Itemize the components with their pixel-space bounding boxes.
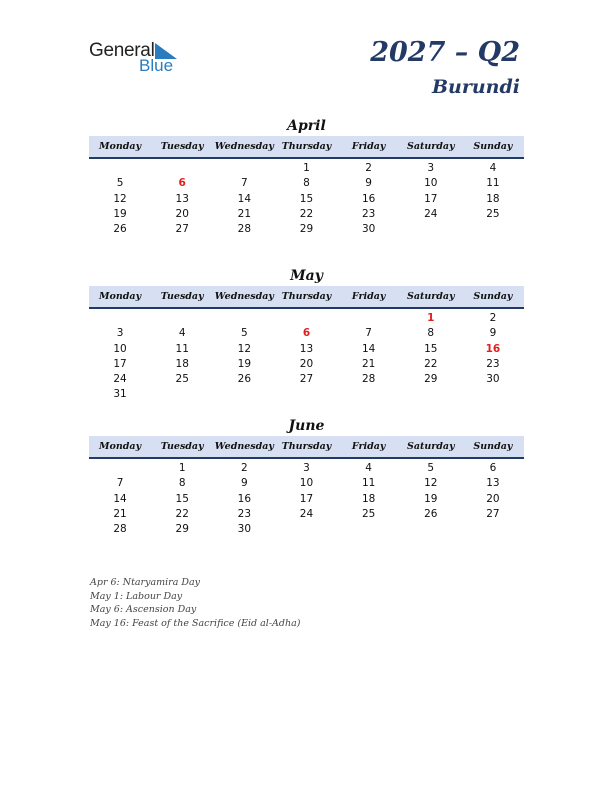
- day-cell: 4: [489, 162, 497, 174]
- weekday-label: Monday: [99, 141, 142, 152]
- month-grid: [89, 161, 524, 237]
- day-cell: 29: [175, 523, 189, 536]
- week-row: [89, 522, 524, 537]
- week-row: [89, 461, 524, 476]
- day-cell: 25: [175, 373, 189, 386]
- day-cell: 11: [486, 177, 500, 190]
- weekday-label: Thursday: [281, 441, 332, 452]
- week-row: [89, 507, 524, 522]
- day-cell: 30: [361, 223, 376, 236]
- day-cell: 15: [299, 192, 314, 205]
- weekday-label: Saturday: [406, 291, 455, 302]
- day-cell: 22: [424, 357, 438, 370]
- holiday-day-cell: 6: [302, 327, 311, 340]
- day-cell: 15: [175, 492, 189, 505]
- day-cell: [213, 387, 275, 402]
- day-cell: 2: [365, 162, 372, 174]
- day-cell: 22: [299, 207, 314, 220]
- day-cell: 28: [113, 523, 127, 536]
- day-cell: [462, 387, 524, 402]
- day-cell: 30: [237, 523, 252, 536]
- day-cell: 25: [486, 207, 500, 220]
- day-cell: 7: [365, 327, 372, 340]
- weekday-label: Wednesday: [214, 441, 274, 452]
- day-cell: 5: [241, 327, 248, 340]
- day-cell: 30: [486, 373, 500, 386]
- holiday-note: May 6: Ascension Day: [90, 604, 197, 616]
- day-cell: [338, 522, 400, 537]
- day-cell: 24: [113, 373, 127, 386]
- day-cell: 18: [361, 492, 376, 505]
- day-cell: 4: [178, 327, 186, 340]
- page-title: 2027 – Q2: [370, 37, 520, 68]
- day-cell: 29: [299, 223, 314, 236]
- day-cell: 1: [303, 162, 310, 174]
- day-cell: 9: [489, 327, 497, 340]
- day-cell: 21: [237, 207, 252, 220]
- day-cell: 13: [486, 477, 500, 490]
- day-cell: 24: [299, 507, 314, 520]
- day-cell: 28: [237, 223, 252, 236]
- day-cell: [400, 222, 462, 237]
- day-cell: [89, 461, 151, 476]
- day-cell: 24: [424, 207, 438, 220]
- day-cell: 21: [113, 507, 127, 520]
- month-grid: [89, 311, 524, 403]
- weekday-label: Wednesday: [214, 141, 274, 152]
- day-cell: 18: [486, 192, 500, 205]
- week-row: [89, 357, 524, 372]
- weekday-label: Saturday: [406, 141, 455, 152]
- day-cell: [213, 311, 275, 326]
- day-cell: 28: [361, 373, 376, 386]
- day-cell: 17: [424, 192, 438, 205]
- day-cell: 31: [113, 388, 127, 401]
- week-row: [89, 207, 524, 222]
- day-cell: 7: [241, 177, 248, 190]
- day-cell: 11: [361, 477, 376, 490]
- week-row: [89, 222, 524, 237]
- day-cell: 12: [113, 192, 127, 205]
- week-row: [89, 192, 524, 207]
- holiday-note: May 16: Feast of the Sacrifice (Eid al-Adha): [90, 618, 301, 630]
- holiday-note: May 1: Labour Day: [90, 590, 183, 602]
- day-cell: 27: [486, 507, 500, 520]
- day-cell: [275, 311, 337, 326]
- logo-word-blue: Blue: [139, 56, 174, 75]
- day-cell: [213, 161, 275, 176]
- weekday-label: Thursday: [281, 291, 332, 302]
- day-cell: 8: [303, 177, 310, 190]
- weekday-label: Sunday: [473, 141, 513, 152]
- day-cell: [151, 161, 213, 176]
- weekday-label: Sunday: [473, 291, 513, 302]
- month-grid: [89, 461, 524, 537]
- day-cell: [338, 311, 400, 326]
- day-cell: 19: [237, 357, 252, 370]
- day-cell: 18: [175, 357, 189, 370]
- day-cell: 20: [175, 207, 189, 220]
- weekday-label: Friday: [351, 441, 386, 452]
- day-cell: 23: [361, 207, 376, 220]
- day-cell: [400, 387, 462, 402]
- day-cell: 12: [424, 477, 438, 490]
- week-row: [89, 387, 524, 402]
- weekday-header: [89, 286, 524, 309]
- day-cell: 5: [427, 462, 435, 474]
- week-row: [89, 342, 524, 357]
- month-name: April: [287, 118, 326, 134]
- weekday-label: Monday: [99, 441, 142, 452]
- day-cell: 19: [113, 207, 127, 220]
- day-cell: [338, 387, 400, 402]
- day-cell: [275, 522, 337, 537]
- month-june: [89, 416, 524, 537]
- day-cell: 7: [116, 477, 124, 490]
- weekday-label: Saturday: [406, 441, 455, 452]
- day-cell: [89, 311, 151, 326]
- day-cell: 2: [489, 312, 497, 324]
- day-cell: 1: [178, 462, 186, 474]
- day-cell: [151, 387, 213, 402]
- day-cell: 23: [237, 507, 252, 520]
- day-cell: 14: [113, 492, 127, 505]
- day-cell: 10: [424, 177, 438, 190]
- holiday-notes: [90, 576, 300, 631]
- day-cell: 20: [299, 357, 314, 370]
- weekday-label: Thursday: [281, 141, 332, 152]
- week-row: [89, 176, 524, 191]
- day-cell: 23: [486, 357, 500, 370]
- month-april: [89, 116, 524, 237]
- weekday-header: [89, 436, 524, 459]
- week-row: [89, 311, 524, 326]
- weekday-label: Wednesday: [214, 291, 274, 302]
- day-cell: 9: [365, 177, 372, 190]
- day-cell: 17: [113, 357, 127, 370]
- day-cell: [151, 311, 213, 326]
- day-cell: 6: [489, 462, 497, 474]
- day-cell: 10: [299, 477, 314, 490]
- day-cell: 16: [237, 492, 252, 505]
- day-cell: 12: [237, 342, 252, 355]
- day-cell: 13: [299, 342, 314, 355]
- holiday-day-cell: 1: [427, 312, 435, 324]
- holiday-note: Apr 6: Ntaryamira Day: [90, 577, 201, 588]
- weekday-label: Friday: [351, 291, 386, 302]
- day-cell: 26: [113, 223, 127, 236]
- day-cell: [400, 522, 462, 537]
- day-cell: [462, 222, 524, 237]
- week-row: [89, 476, 524, 491]
- weekday-label: Tuesday: [160, 291, 204, 302]
- day-cell: 8: [427, 327, 435, 340]
- week-row: [89, 161, 524, 176]
- week-row: [89, 372, 524, 387]
- day-cell: 8: [178, 477, 186, 490]
- day-cell: 21: [361, 357, 376, 370]
- page-subtitle: Burundi: [431, 76, 520, 98]
- day-cell: 3: [427, 162, 435, 174]
- day-cell: 17: [299, 492, 314, 505]
- day-cell: 15: [424, 342, 438, 355]
- day-cell: 5: [116, 177, 124, 190]
- weekday-label: Sunday: [473, 441, 513, 452]
- day-cell: 16: [361, 192, 376, 205]
- day-cell: [89, 161, 151, 176]
- day-cell: 10: [113, 342, 127, 355]
- day-cell: 26: [237, 373, 252, 386]
- day-cell: 3: [303, 462, 310, 474]
- logo-word-general: General: [89, 40, 155, 61]
- month-name: June: [288, 418, 325, 434]
- day-cell: 22: [175, 507, 189, 520]
- day-cell: 2: [241, 462, 248, 474]
- day-cell: 19: [424, 492, 438, 505]
- day-cell: 27: [299, 373, 314, 386]
- day-cell: 4: [365, 462, 372, 474]
- weekday-label: Tuesday: [160, 141, 204, 152]
- day-cell: 14: [361, 342, 376, 355]
- day-cell: [275, 387, 337, 402]
- logo: [89, 40, 189, 80]
- day-cell: [462, 522, 524, 537]
- week-row: [89, 326, 524, 341]
- weekday-header: [89, 136, 524, 159]
- weekday-label: Monday: [99, 291, 142, 302]
- holiday-day-cell: 6: [178, 177, 186, 190]
- day-cell: 29: [424, 373, 438, 386]
- day-cell: 25: [361, 507, 376, 520]
- day-cell: 3: [116, 327, 124, 340]
- day-cell: 27: [175, 223, 189, 236]
- day-cell: 11: [175, 342, 189, 355]
- weekday-label: Tuesday: [160, 441, 204, 452]
- holiday-day-cell: 16: [485, 342, 501, 355]
- month-may: [89, 266, 524, 403]
- day-cell: 9: [241, 477, 248, 490]
- weekday-label: Friday: [351, 141, 386, 152]
- month-name: May: [290, 268, 323, 284]
- day-cell: 26: [424, 507, 438, 520]
- day-cell: 20: [486, 492, 500, 505]
- day-cell: 14: [237, 192, 252, 205]
- week-row: [89, 492, 524, 507]
- day-cell: 13: [175, 192, 189, 205]
